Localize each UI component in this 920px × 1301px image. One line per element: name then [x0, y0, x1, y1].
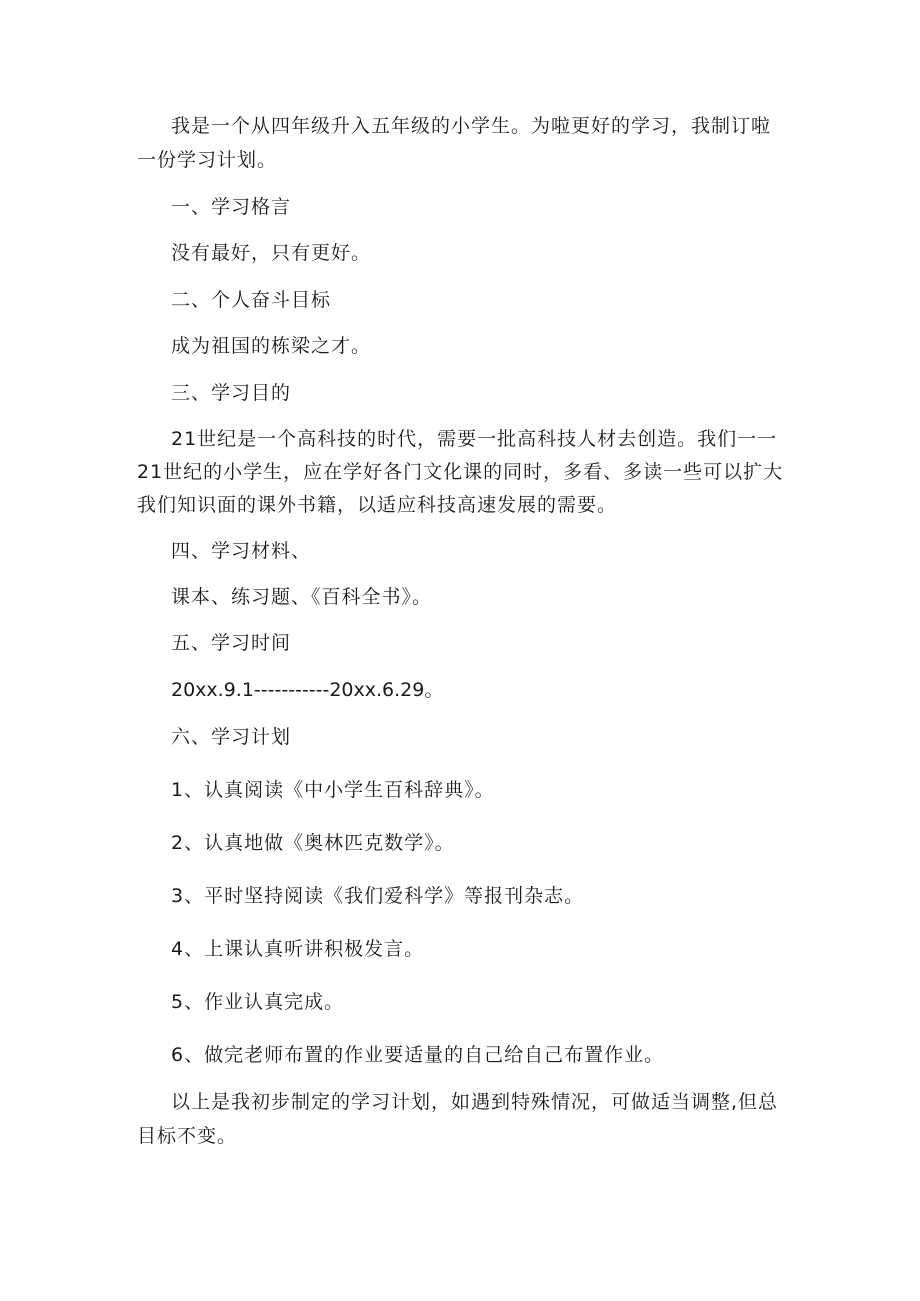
closing-line-1: 以上是我初步制定的学习计划，如遇到特殊情况，可做适当调整,但总	[171, 1091, 779, 1113]
section-heading-4: 四、学习材料、	[171, 540, 312, 562]
plan-item: 2、认真地做《奥林匹克数学》。	[171, 832, 455, 854]
time-text: 20xx.9.1-----------20xx.6.29。	[171, 679, 444, 701]
purpose-line-2: 21世纪的小学生，应在学好各门文化课的同时，多看、多读一些可以扩大	[137, 461, 784, 483]
section-heading-3: 三、学习目的	[171, 382, 292, 404]
purpose-line-1: 21世纪是一个高科技的时代，需要一批高科技人材去创造。我们一一	[171, 428, 778, 450]
section-heading-6: 六、学习计划	[171, 726, 292, 748]
purpose-line-3: 我们知识面的课外书籍，以适应科技高速发展的需要。	[137, 494, 618, 516]
goal-text: 成为祖国的栋梁之才。	[171, 335, 372, 357]
plan-item: 3、平时坚持阅读《我们爱科学》等报刊杂志。	[171, 885, 585, 907]
materials-text: 课本、练习题、《百科全书》。	[171, 586, 433, 608]
intro-line-1: 我是一个从四年级升入五年级的小学生。为啦更好的学习，我制订啦	[171, 115, 772, 137]
section-heading-5: 五、学习时间	[171, 632, 292, 654]
section-heading-1: 一、学习格言	[171, 196, 292, 218]
section-heading-2: 二、个人奋斗目标	[171, 289, 332, 311]
closing-line-2: 目标不变。	[137, 1125, 238, 1147]
motto-text: 没有最好，只有更好。	[171, 242, 372, 264]
plan-item: 6、做完老师布置的作业要适量的自己给自己布置作业。	[171, 1044, 665, 1066]
plan-item: 4、上课认真听讲积极发言。	[171, 938, 425, 960]
plan-item: 1、认真阅读《中小学生百科辞典》。	[171, 779, 495, 801]
intro-line-2: 一份学习计划。	[137, 149, 278, 171]
plan-item: 5、作业认真完成。	[171, 991, 345, 1013]
